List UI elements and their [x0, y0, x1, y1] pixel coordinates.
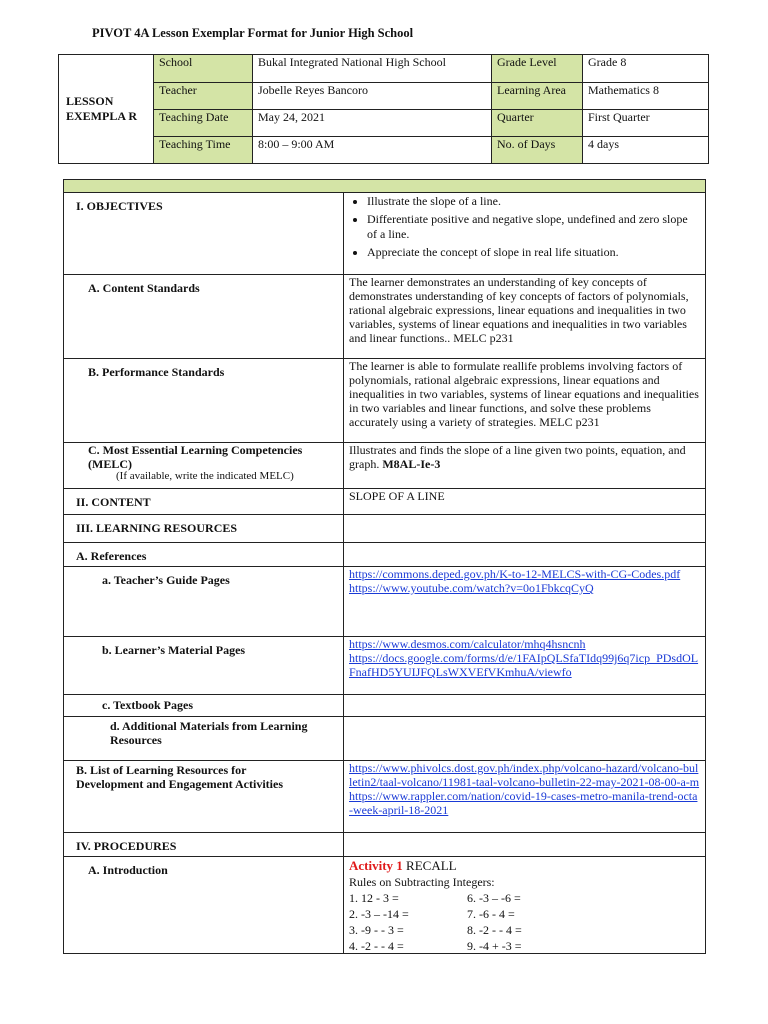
school-value: Bukal Integrated National High School: [253, 55, 492, 83]
learners-material-links: [344, 637, 706, 695]
lesson-header-table: [58, 54, 709, 164]
quarter-value: First Quarter: [583, 110, 709, 137]
introduction-content: [344, 857, 706, 954]
additional-materials-empty: [344, 717, 706, 761]
melc-label: C. Most Essential Learning Competencies (MELC) (If available, write the indicated MELC): [64, 443, 344, 489]
teacher-label: Teacher: [154, 83, 253, 110]
exercise-item: 9. -4 + -3 =: [467, 939, 522, 953]
exercise-item: 2. -3 – -14 =: [349, 907, 409, 921]
objectives-list: [344, 193, 706, 275]
teachers-guide-label: a. Teacher’s Guide Pages: [64, 567, 344, 637]
content-label: II. CONTENT: [64, 489, 344, 515]
procedures-label: IV. PROCEDURES: [64, 833, 344, 857]
learning-resources-label: III. LEARNING RESOURCES: [64, 515, 344, 543]
objectives-label: I. OBJECTIVES: [64, 193, 344, 275]
exercise-item: 6. -3 – -6 =: [467, 891, 521, 905]
learning-area-label: Learning Area: [492, 83, 583, 110]
list-of-resources-links: [344, 761, 706, 833]
textbook-pages-label: c. Textbook Pages: [64, 695, 344, 717]
list-of-resources-label: B. List of Learning Resources for Development and Engagement Activities: [64, 761, 344, 833]
lesson-exemplar-label: LESSON EXEMPLA R: [59, 55, 154, 164]
teachers-guide-link[interactable]: https://www.youtube.com/watch?v=0o1FbkcqCyQ: [349, 581, 594, 595]
learners-material-label: b. Learner’s Material Pages: [64, 637, 344, 695]
exercise-item: 8. -2 - - 4 =: [467, 923, 522, 937]
quarter-label: Quarter: [492, 110, 583, 137]
references-label: A. References: [64, 543, 344, 567]
content-standards-label: A. Content Standards: [64, 275, 344, 359]
no-of-days-label: No. of Days: [492, 137, 583, 164]
table-top-bar: [64, 180, 706, 193]
grade-level-label: Grade Level: [492, 55, 583, 83]
objective-item: • Illustrate the slope of a line.: [367, 194, 700, 209]
melc-code: M8AL-Ie-3: [382, 457, 441, 471]
learners-material-link[interactable]: https://docs.google.com/forms/d/e/1FAIpQLSfaTIdq99j6q7icp_PDsdOLFnafHD5YUIJFQLsWXVEfVKmhuA/viewfo: [349, 651, 699, 679]
rules-title: Rules on Subtracting Integers:: [349, 875, 495, 889]
teaching-date-value: May 24, 2021: [253, 110, 492, 137]
exercise-item: 3. -9 - - 3 =: [349, 923, 404, 937]
teaching-time-label: Teaching Time: [154, 137, 253, 164]
document-title: PIVOT 4A Lesson Exemplar Format for Junior High School: [92, 26, 414, 40]
activity-title: RECALL: [406, 858, 457, 873]
school-label: School: [154, 55, 253, 83]
resource-link[interactable]: https://www.phivolcs.dost.gov.ph/index.php/volcano-hazard/volcano-bulletin2/taal-volcano/11981-taal-volcano-bulletin-22-may-2021-08-00-a-m: [349, 761, 700, 789]
learning-resources-empty: [344, 515, 706, 543]
performance-standards-text: The learner is able to formulate reallife problems involving factors of polynomials, rational algebraic expressions, linear equations and inequalities in two variables, systems of linear equations and inequalities in two variables and linear functions, and solve these problems accurately using a variety of strategies. MELC p231: [344, 359, 706, 443]
learning-area-value: Mathematics 8: [583, 83, 709, 110]
performance-standards-label: B. Performance Standards: [64, 359, 344, 443]
introduction-label: A. Introduction: [64, 857, 344, 954]
activity-label: Activity 1: [349, 858, 403, 873]
grade-level-value: Grade 8: [583, 55, 709, 83]
teaching-time-value: 8:00 – 9:00 AM: [253, 137, 492, 164]
objective-item: • Differentiate positive and negative slope, undefined and zero slope of a line.: [367, 212, 700, 242]
exercise-grid: [349, 891, 700, 953]
objective-item: • Appreciate the concept of slope in real life situation.: [367, 245, 700, 260]
melc-note: (If available, write the indicated MELC): [116, 470, 294, 482]
melc-text: Illustrates and finds the slope of a line given two points, equation, and graph. M8AL-Ie-3: [344, 443, 706, 489]
teachers-guide-link[interactable]: https://commons.deped.gov.ph/K-to-12-MELCS-with-CG-Codes.pdf: [349, 567, 681, 581]
teaching-date-label: Teaching Date: [154, 110, 253, 137]
textbook-pages-empty: [344, 695, 706, 717]
content-value: SLOPE OF A LINE: [344, 489, 706, 515]
additional-materials-label: d. Additional Materials from Learning Resources: [64, 717, 344, 761]
exercise-item: 7. -6 - 4 =: [467, 907, 515, 921]
no-of-days-value: 4 days: [583, 137, 709, 164]
lesson-plan-table: [63, 179, 706, 954]
teacher-value: Jobelle Reyes Bancoro: [253, 83, 492, 110]
learners-material-link[interactable]: https://www.desmos.com/calculator/mhq4hsncnh: [349, 637, 586, 651]
references-empty: [344, 543, 706, 567]
exercise-item: 4. -2 - - 4 =: [349, 939, 404, 953]
teachers-guide-links: [344, 567, 706, 637]
resource-link[interactable]: https://www.rappler.com/nation/covid-19-cases-metro-manila-trend-octa-week-april-18-2021: [349, 789, 698, 817]
content-standards-text: The learner demonstrates an understanding of key concepts of demonstrates understanding of key concepts of factors of polynomials, rational algebraic expressions, linear equations and inequalities in two variables, systems of linear equations and inequalities in two variables and linear functions.. MELC p231: [344, 275, 706, 359]
exercise-item: 1. 12 - 3 =: [349, 891, 399, 905]
procedures-empty: [344, 833, 706, 857]
